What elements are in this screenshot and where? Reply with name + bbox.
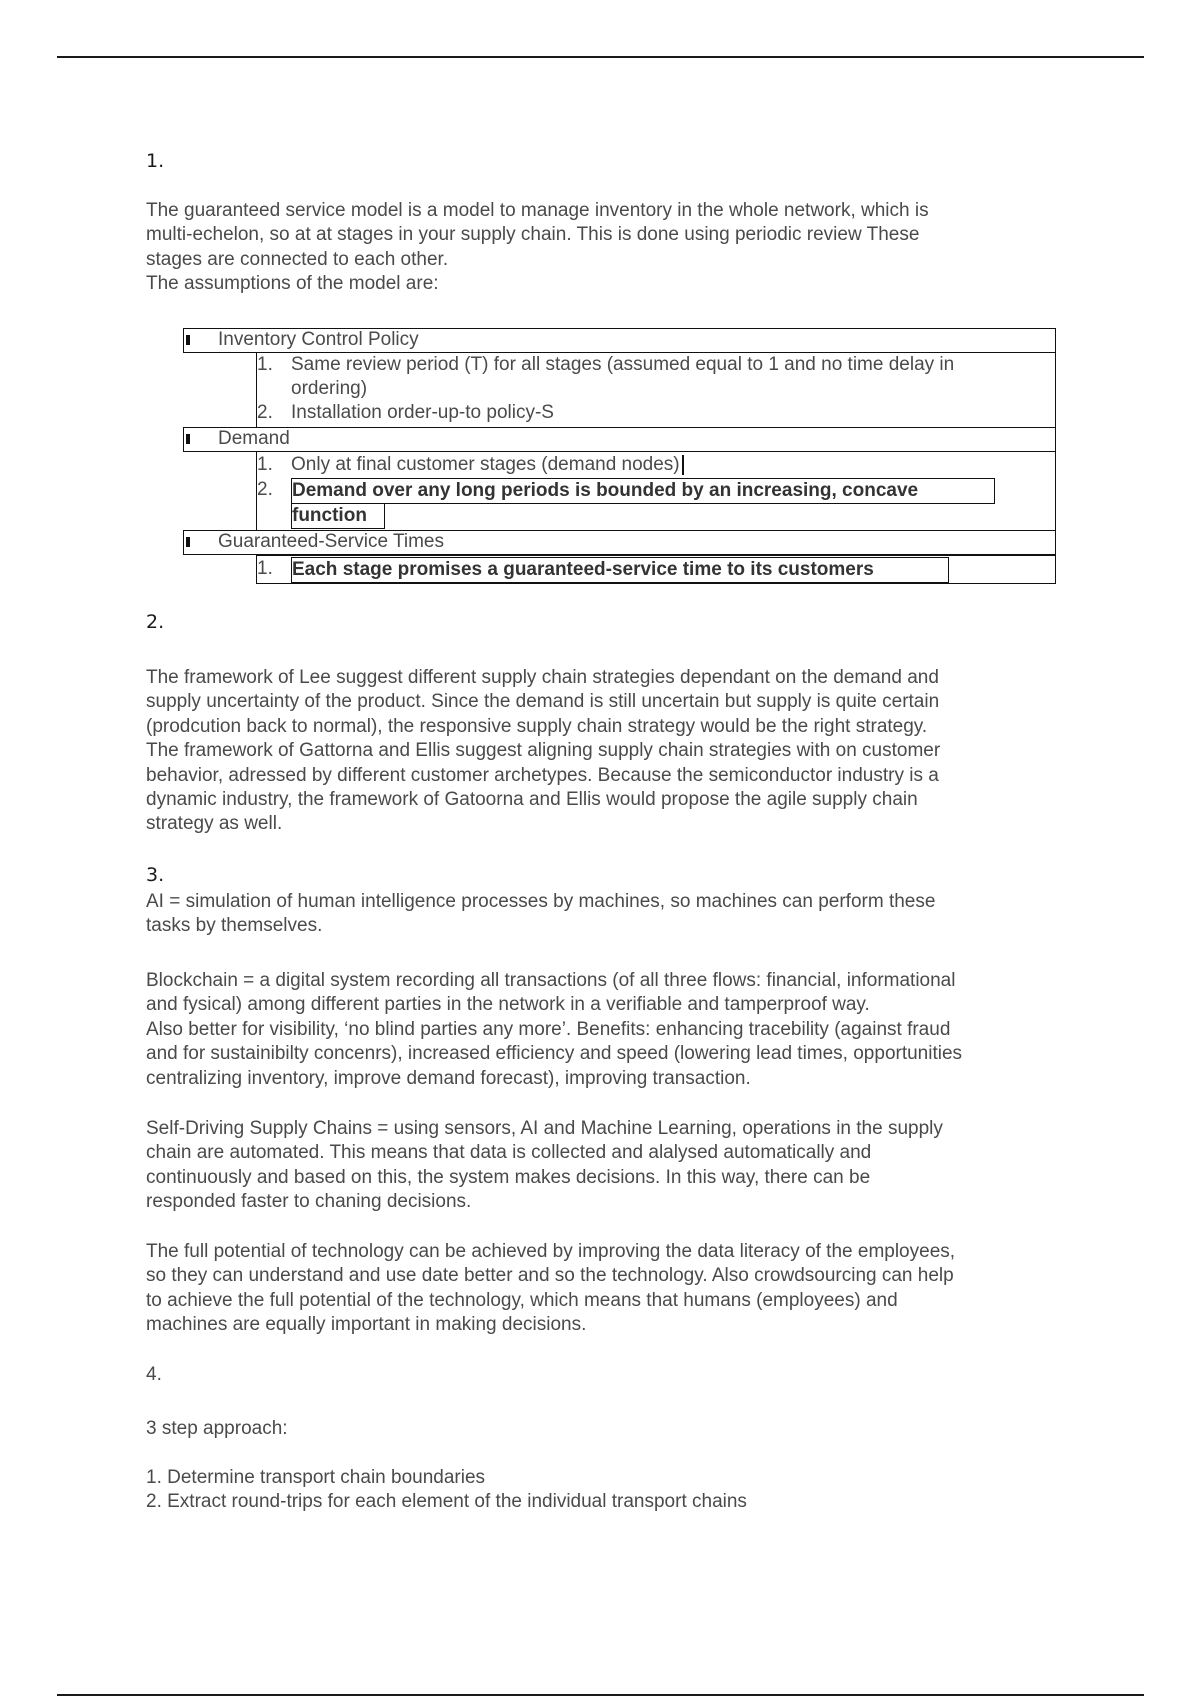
item-text: Same review period (T) for all stages (assumed equal to 1 and no time delay in	[291, 354, 955, 375]
item-number: 2.	[257, 479, 273, 500]
section-1-intro	[146, 199, 1076, 297]
assumption-sublist	[256, 451, 1056, 531]
section-3-blockchain	[146, 969, 1076, 1091]
text-line: The framework of Lee suggest different supply chain strategies dependant on the demand and	[146, 667, 939, 688]
item-text-bold: Demand over any long periods is bounded by an increasing, concave	[291, 478, 995, 504]
footer-rule	[57, 1694, 1144, 1696]
text-line: responded faster to chaning decisions.	[146, 1191, 472, 1213]
text-line: multi-echelon, so at at stages in your supply chain. This is done using periodic review These	[146, 224, 920, 246]
assumption-label: Demand	[218, 428, 290, 449]
text-line: supply uncertainty of the product. Since the demand is still uncertain but supply is quite certain	[146, 691, 940, 713]
text-line: The full potential of technology can be achieved by improving the data literacy of the employees,	[146, 1241, 956, 1262]
text-line: centralizing inventory, improve demand forecast), improving transaction.	[146, 1067, 751, 1089]
text-line: chain are automated. This means that data is collected and alalysed automatically and	[146, 1142, 872, 1164]
item-text: Installation order-up-to policy-S	[291, 402, 554, 423]
text-line: behavior, adressed by different customer archetypes. Because the semiconductor industry is a	[146, 764, 939, 786]
text-line: dynamic industry, the framework of Gatoorna and Ellis would propose the agile supply chain	[146, 789, 918, 811]
item-text: ordering)	[291, 378, 368, 399]
text-line: to achieve the full potential of the technology, which means that humans (employees) and	[146, 1289, 898, 1311]
bullet-icon	[186, 335, 190, 345]
section-3-ai	[146, 890, 1076, 939]
text-line: so they can understand and use date better and so the technology. Also crowdsourcing can help	[146, 1265, 954, 1287]
text-line: AI = simulation of human intelligence processes by machines, so machines can perform these	[146, 891, 936, 912]
text-line: stages are connected to each other.	[146, 248, 449, 270]
section-4-number: 4.	[146, 1364, 162, 1385]
section-3-number: 3.	[146, 864, 165, 886]
text-line: The assumptions of the model are:	[146, 273, 439, 295]
assumption-demand	[183, 427, 1056, 452]
assumption-inventory-control-policy	[183, 328, 1056, 353]
text-line: Self-Driving Supply Chains = using sensors, AI and Machine Learning, operations in the supply	[146, 1118, 943, 1139]
assumption-label: Guaranteed-Service Times	[218, 531, 444, 552]
item-number: 2.	[257, 402, 273, 423]
text-line: strategy as well.	[146, 813, 283, 835]
section-4-intro: 3 step approach:	[146, 1418, 288, 1439]
text-line: The framework of Gattorna and Ellis suggest aligning supply chain strategies with on customer	[146, 740, 941, 762]
bullet-icon	[186, 537, 190, 547]
text-cursor-mark	[682, 455, 684, 475]
section-2-number: 2.	[146, 611, 165, 633]
text-line: tasks by themselves.	[146, 915, 323, 937]
section-3-self-driving	[146, 1117, 1076, 1215]
section-4-steps	[146, 1466, 1076, 1515]
assumption-sublist	[256, 555, 1056, 584]
text-line: and fysical) among different parties in the network in a verifiable and tamperproof way.	[146, 994, 870, 1016]
bullet-icon	[186, 434, 190, 444]
section-1-number: 1.	[146, 150, 165, 172]
section-2-text	[146, 666, 1076, 837]
text-line: (prodcution back to normal), the responsive supply chain strategy would be the right strategy.	[146, 715, 928, 737]
item-number: 1.	[257, 454, 273, 475]
text-line: The guaranteed service model is a model to manage inventory in the whole network, which is	[146, 200, 929, 221]
step-line: 1. Determine transport chain boundaries	[146, 1467, 486, 1488]
header-rule	[57, 56, 1144, 58]
assumption-guaranteed-service-times	[183, 530, 1056, 555]
text-line: Also better for visibility, ‘no blind parties any more’. Benefits: enhancing tracebility (against fraud	[146, 1018, 951, 1040]
item-text-line: Only at final customer stages (demand nodes)	[291, 454, 680, 475]
text-line: machines are equally important in making decisions.	[146, 1314, 587, 1336]
text-line: Blockchain = a digital system recording all transactions (of all three flows: financial, informational	[146, 970, 956, 991]
text-line: continuously and based on this, the system makes decisions. In this way, there can be	[146, 1166, 871, 1188]
item-number: 1.	[257, 354, 273, 375]
text-line: and for sustainibilty concenrs), increased efficiency and speed (lowering lead times, opportunities	[146, 1043, 963, 1065]
item-text-bold: function	[291, 503, 385, 529]
assumption-sublist	[256, 352, 1056, 428]
item-number: 1.	[257, 558, 273, 579]
assumption-label: Inventory Control Policy	[218, 329, 419, 350]
item-text	[291, 453, 684, 477]
section-3-potential	[146, 1240, 1076, 1338]
item-text-bold: Each stage promises a guaranteed-service time to its customers	[291, 557, 949, 583]
step-line: 2. Extract round-trips for each element of the individual transport chains	[146, 1491, 747, 1513]
